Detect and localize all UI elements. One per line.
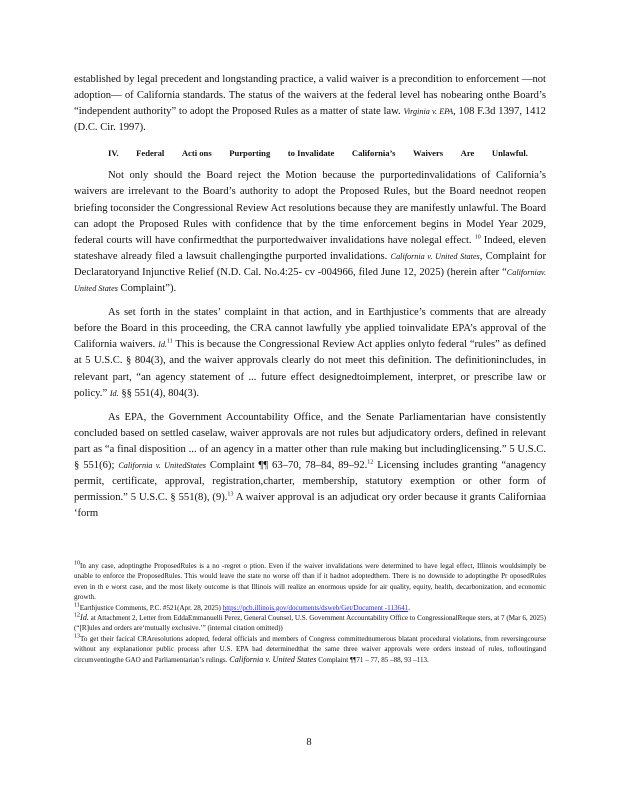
footnote-ref[interactable]: 12 bbox=[367, 459, 374, 466]
case-name: California v. UnitedStates bbox=[118, 460, 206, 470]
paragraph-2-text-c: , Complaint for Declaratoryand Injunctive Relief (N.D. Cal. No.4:25- cv -004966, filed June 12, 2025) (herein after “ bbox=[74, 250, 546, 278]
footnote-mark: 12 bbox=[74, 612, 80, 619]
section-heading bbox=[74, 146, 546, 160]
heading-word: to Invalidate bbox=[287, 148, 335, 159]
paragraph-2-text-d: Complaint”). bbox=[120, 283, 177, 295]
paragraph-4-text: As EPA, the Government Accountability Office, and the Senate Parliamentarian have consistently concluded based on settled caselaw, waiver approvals are not rules but adjudicatory orders, defined in relevant part as “a final disposition ... of an agency in a matter other than rule making but includinglicensing.” 5 U.S.C. § 551(6); bbox=[74, 411, 546, 471]
paragraph-4-text-c: Licensing includes granting “anagency permit, certificate, approval, registration,charter, membership, statutory exemption or other form of permission.” 5 U.S.C. § 551(8), (9). bbox=[74, 459, 547, 504]
case-name-short: Californiav. United States bbox=[74, 267, 546, 294]
paragraph-3-text-c: §§ 551(4), 804(3). bbox=[121, 387, 200, 399]
id-citation: Id. bbox=[109, 388, 119, 398]
footnote bbox=[74, 613, 546, 634]
footnote-tail: Complaint ¶¶71 – 77, 85 –88, 93 –113. bbox=[318, 655, 429, 664]
footnotes bbox=[74, 561, 546, 665]
footnote-text: In any case, adoptingthe ProposedRules is a no -regret o ption. Even if the waiver invalidations were determined to have legal effect, Illinois wouldsimply be unable to enforce the ProposedRules. This would leave the state no worse off than if it hadnot adoptedthem. There is no downside to adoptingthe Pr oposedRules even in th e worst case, and the most likely outcome is that Illinois will realize an enormous upside for air quality, equity, health, decarbonization, and economic growth. bbox=[74, 562, 546, 602]
footnote-text: Earthjustice Comments, P.C. #521(Apr. 28, 2025) bbox=[79, 603, 221, 612]
footnote-mark: 10 bbox=[74, 560, 80, 567]
footnote-ref[interactable]: 11 bbox=[167, 338, 173, 345]
citation-tail: , 108 F.3d 1397, 1412 (D.C. Cir. 1997). bbox=[74, 106, 546, 134]
heading-word: Waivers bbox=[413, 148, 444, 159]
paragraph-2-text-b: Indeed, eleven stateshave already filed a lawsuit challengingthe purported invalidations. bbox=[74, 234, 547, 262]
opening-paragraph bbox=[74, 72, 546, 136]
paragraph-2 bbox=[74, 168, 546, 297]
case-name: California v. United States bbox=[229, 654, 317, 664]
body-text bbox=[74, 72, 546, 522]
footnote bbox=[74, 634, 546, 665]
footnote-tail: . bbox=[408, 603, 410, 612]
heading-word: Acti ons bbox=[181, 148, 212, 159]
footnote bbox=[74, 603, 546, 613]
heading-word: Unlawful. bbox=[491, 148, 528, 159]
footnote-mark: 11 bbox=[74, 602, 80, 609]
heading-word: California’s bbox=[351, 148, 396, 159]
footnote-link[interactable]: https://pcb.illinois.gov/documents/dsweb/Get/Document -113641 bbox=[222, 603, 409, 612]
opening-text: established by legal precedent and longstanding practice, a valid waiver is a precondition to enforcement —not adoption— of California standards. The status of the waivers at the federal level has nobearing onthe Board’s “independent authority” to adopt the Proposed Rules as a matter of state law. bbox=[74, 74, 546, 118]
paragraph-4 bbox=[74, 410, 546, 523]
footnote-ref[interactable]: 10 bbox=[474, 234, 481, 241]
heading-word: Federal bbox=[136, 148, 165, 159]
id-citation: Id. bbox=[80, 613, 89, 623]
citation-case: Virginia v. EPA bbox=[403, 107, 454, 117]
heading-word: Are bbox=[460, 148, 475, 159]
footnote-mark: 13 bbox=[74, 633, 80, 640]
footnote-ref[interactable]: 13 bbox=[227, 491, 234, 498]
page-number: 8 bbox=[306, 737, 312, 748]
heading-word: Purporting bbox=[229, 148, 271, 159]
paragraph-3 bbox=[74, 305, 546, 402]
id-citation: Id. bbox=[158, 340, 168, 350]
footnote bbox=[74, 561, 546, 603]
paragraph-4-text-d: A waiver approval is an adjudicat ory order because it grants Californiaa ‘form bbox=[74, 492, 546, 520]
footnote-text: To get their facical CRAresolutions adopted, federal officials and members of Congress committednumerous blatant procedural violations, from reversingcourse without any explanationor public process after U.S. EPA had determinedthat the same three waiver approvals were orders instead of rules, tofloutingand circumventingthe GAO and Parliamentarian’s rulings. bbox=[74, 634, 546, 664]
paragraph-4-text-b: Complaint ¶¶ 63–70, 78–84, 89–92. bbox=[209, 459, 368, 471]
paragraph-3-text-b: This is because the Congressional Review Act applies onlyto federal “rules” as defined at 5 U.S.C. § 804(3), and the waiver approvals clearly do not meet this definition. The definitionincludes, in relevant part, “an agency statement of ... future effect designedtoimplement, interpret, or prescribe law or policy.” bbox=[74, 339, 546, 399]
heading-numeral: IV. bbox=[108, 148, 119, 159]
case-name: California v. United States bbox=[390, 251, 480, 261]
footnote-text: at Attachment 2, Letter from EddaEmmanuelli Perez, General Counsel, U.S. Government Accountability Office to CongressionalReque sters, at 7 (Mar 6, 2025) (“[R]ules and orders are‘mutually exclusive.’” (internal citation omitted)) bbox=[74, 614, 546, 633]
paragraph-3-text: As set forth in the states’ complaint in that action, and in Earthjustice’s comments that are already before the Board in this proceeding, the CRA cannot lawfully ybe applied toinvalidate EPA’s approval of the California waivers. bbox=[74, 307, 546, 351]
paragraph-2-text: Not only should the Board reject the Motion because the purportedinvalidations of California’s waivers are irrelevant to the Board’s authority to adopt the Proposed Rules, but the Board neednot reopen briefing toconsider the Congressional Review Act resolutions because they are manifestly unlawful. The Board can adopt the Proposed Rules with confidence that by the time enforcement begins in Model Year 2029, federal courts will have confirmedthat the purportedwaiver invalidations have nolegal effect. bbox=[74, 170, 546, 246]
